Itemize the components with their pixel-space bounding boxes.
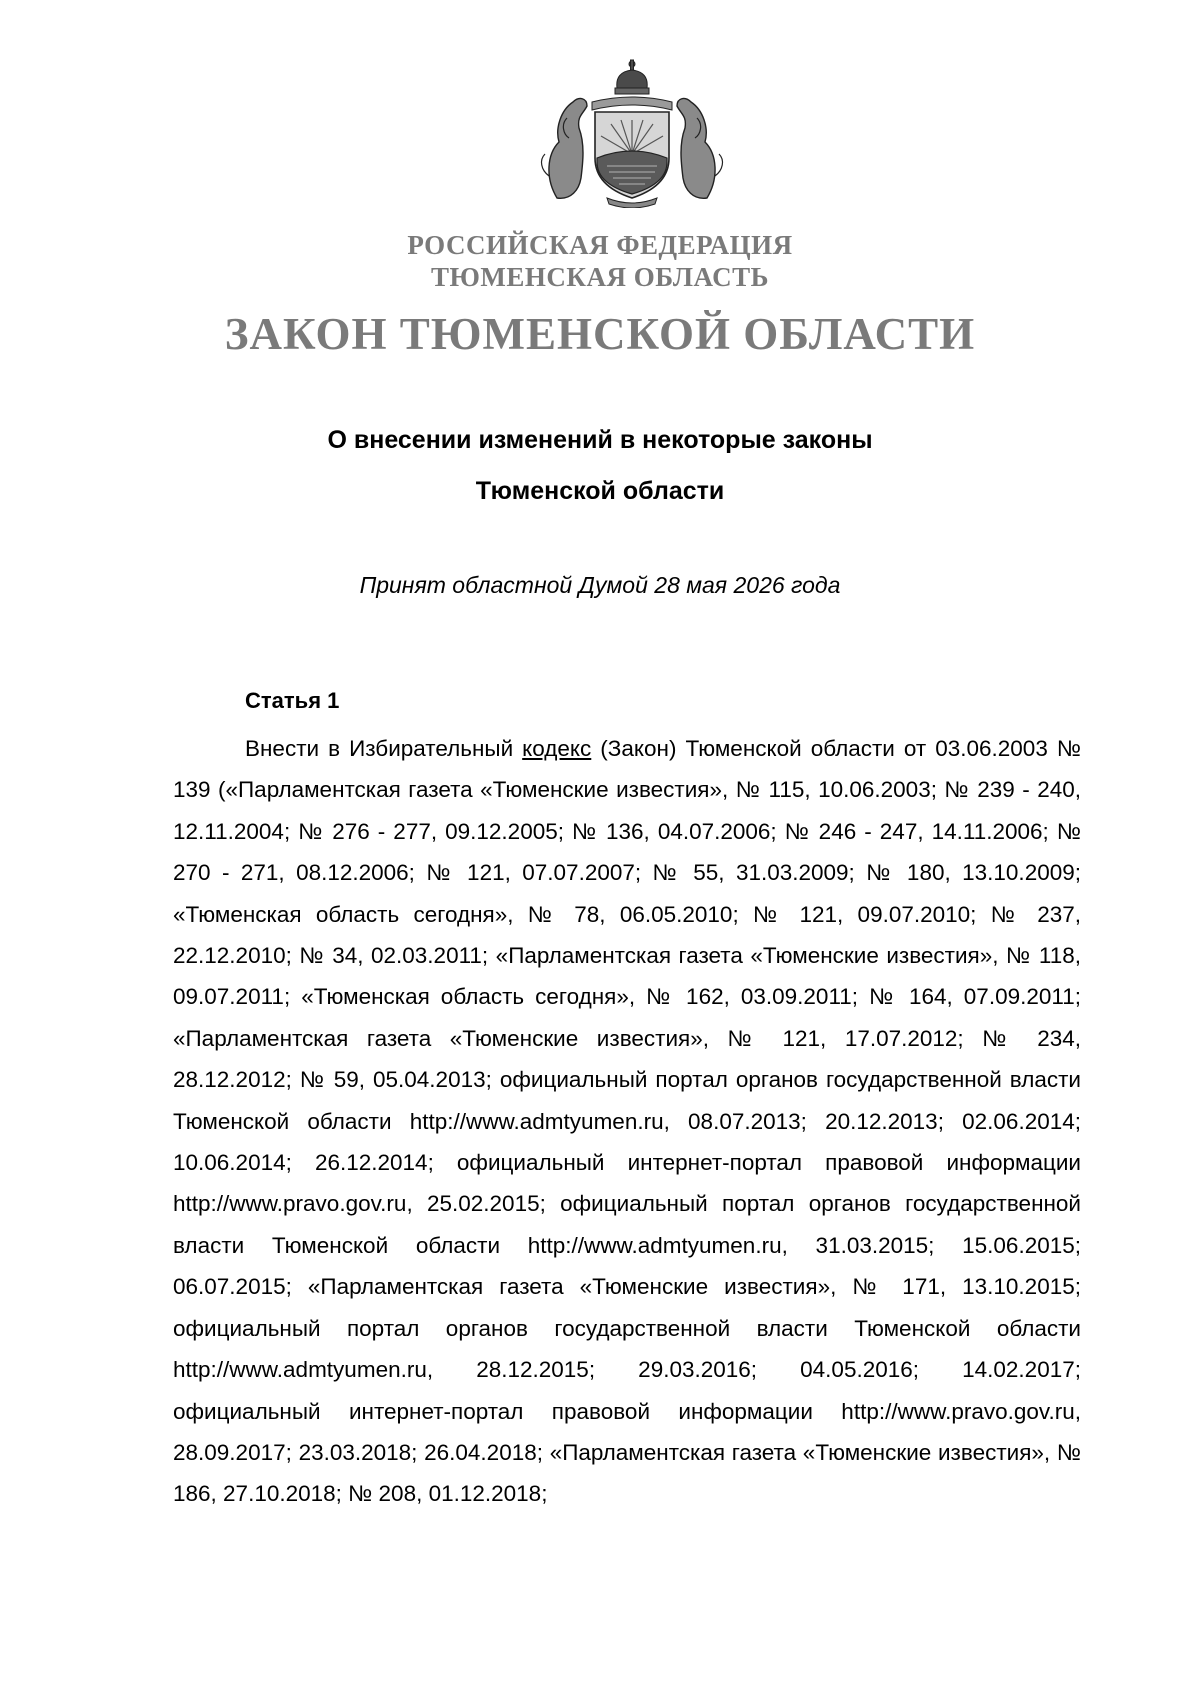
code-link[interactable]: кодекс bbox=[522, 736, 592, 761]
coat-of-arms-icon bbox=[537, 58, 727, 208]
article-text-after-link: (Закон) Тюменской области от 03.06.2003 № 139 («Парламентская газета «Тюменские известия», № 115, 10.06.2003; № 239 - 240, 12.11.2004; № 276 - 277, 09.12.2005; № 136, 04.07.2006; № 246 - 247, 14.11.2006; № 270 - 271, 08.12.2006; № 121, 07.07.2007; № 55, 31.03.2009; № 180, 13.10.2009; «Тюменская область сегодня», № 78, 06.05.2010; № 121, 09.07.2010; № 237, 22.12.2010; № 34, 02.03.2011; «Парламентская газета «Тюменские известия», № 118, 09.07.2011; «Тюменская область сегодня», № 162, 03.09.2011; № 164, 07.09.2011; «Парламентская газета «Тюменские известия», № 121, 17.07.2012; № 234, 28.12.2012; № 59, 05.04.2013; официальный портал органов государственной власти Тюменской области http://www.admtyumen.ru, 08.07.2013; 20.12.2013; 02.06.2014; 10.06.2014; 26.12.2014; официальный интернет-портал правовой информации http://www.pravo.gov.ru, 25.02.2015; официальный портал органов государственной власти Тюменской области http://www.admtyumen.ru, 31.03.2015; 15.06.2015; 06.07.2015; «Парламентская газета «Тюменские известия», № 171, 13.10.2015; официальный портал органов государственной власти Тюменской области http://www.admtyumen.ru, 28.12.2015; 29.03.2016; 04.05.2016; 14.02.2017; официальный интернет-портал правовой информации http://www.pravo.gov.ru, 28.09.2017; 23.03.2018; 26.04.2018; «Парламентская газета «Тюменские известия», № 186, 27.10.2018; № 208, 01.12.2018; bbox=[173, 736, 1081, 1507]
article-body bbox=[173, 728, 1081, 1515]
article-text-before-link: Внести в Избирательный bbox=[245, 736, 523, 761]
country-heading: РОССИЙСКАЯ ФЕДЕРАЦИЯ bbox=[407, 230, 793, 260]
law-title-line-2: Тюменской области bbox=[475, 477, 725, 505]
law-title-line-1: О внесении изменений в некоторые законы bbox=[327, 426, 873, 454]
region-heading: ТЮМЕНСКАЯ ОБЛАСТЬ bbox=[430, 262, 770, 292]
article-heading: Статья 1 bbox=[245, 688, 340, 713]
document-type-heading: ЗАКОН ТЮМЕНСКОЙ ОБЛАСТИ bbox=[224, 309, 976, 359]
adoption-note: Принят областной Думой 28 мая 2026 года bbox=[359, 572, 841, 598]
